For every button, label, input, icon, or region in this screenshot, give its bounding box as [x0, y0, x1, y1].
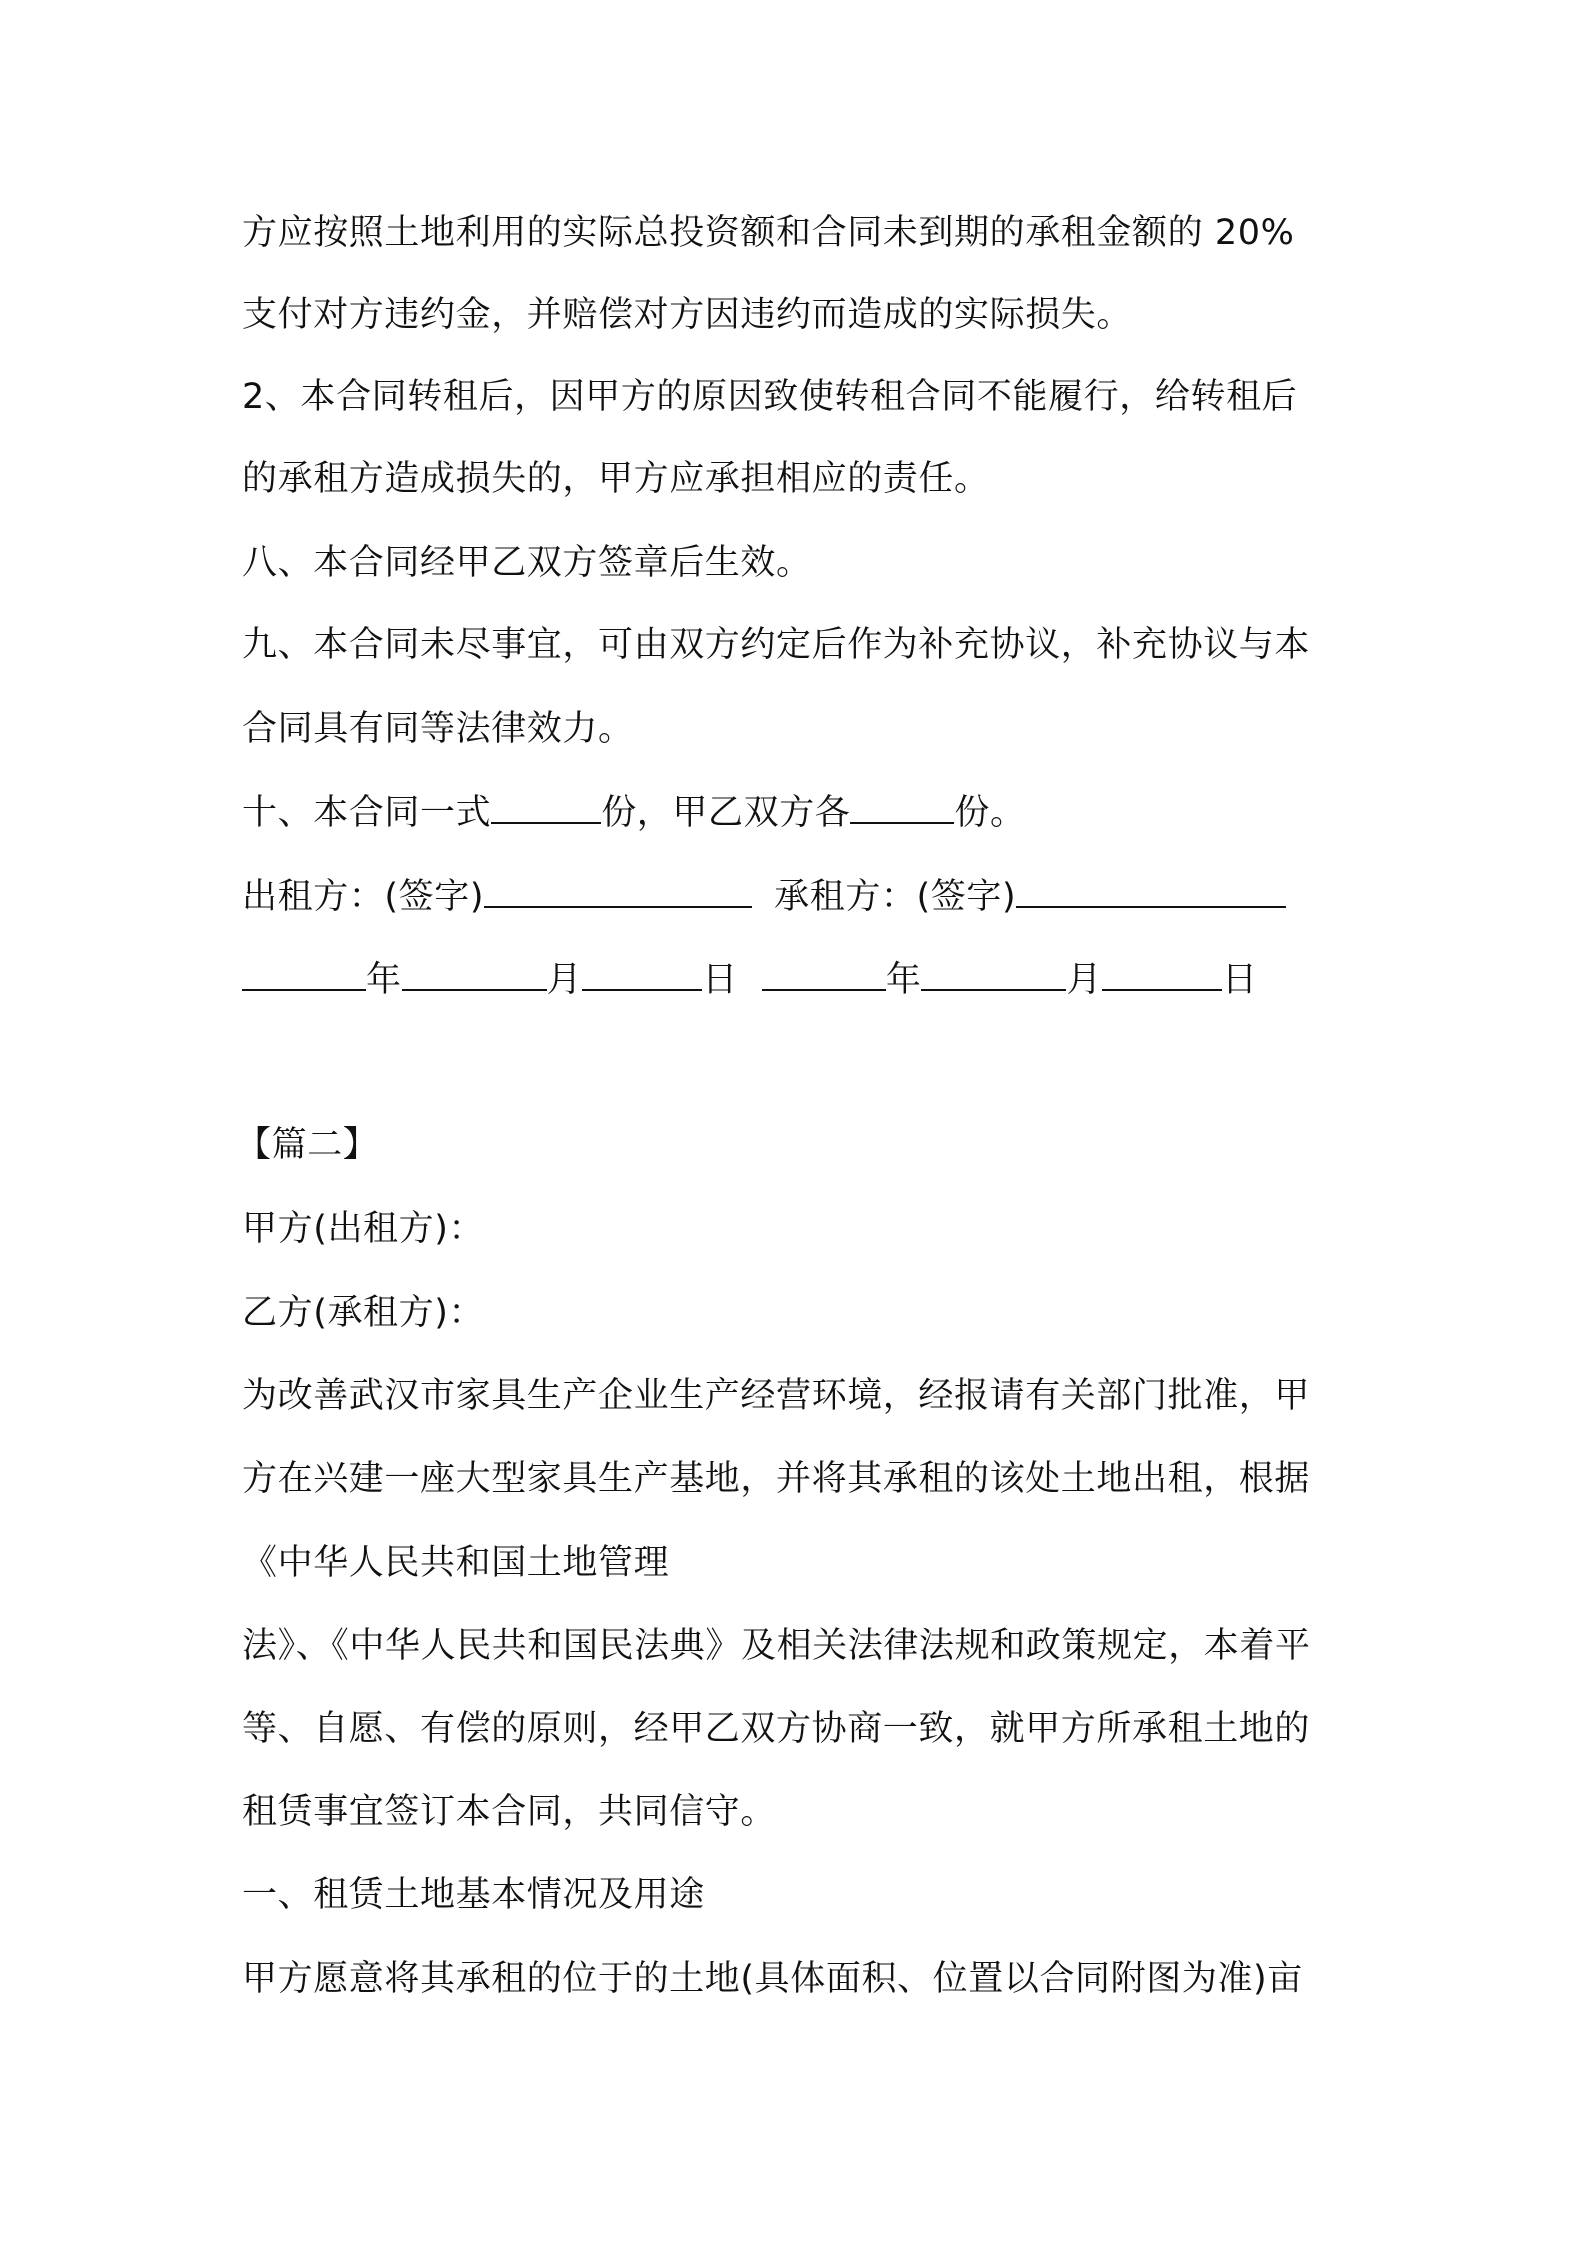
year-label: 年: [885, 960, 922, 1000]
lessor-month-blank[interactable]: [402, 955, 547, 991]
lessor-label: 出租方：(签字): [242, 877, 485, 917]
text-line: 九、本合同未尽事宜，可由双方约定后作为补充协议，补充协议与本: [242, 625, 1311, 665]
text-line: 为改善武汉市家具生产企业生产经营环境，经报请有关部门批准，甲: [242, 1376, 1311, 1416]
text-line: 甲方(出租方)：: [242, 1209, 485, 1249]
copies-line: [242, 788, 1362, 834]
text-line: 租赁事宜签订本合同，共同信守。: [242, 1792, 777, 1832]
section-heading: 一、租赁土地基本情况及用途: [242, 1875, 705, 1915]
signature-line: [242, 872, 1362, 918]
lessee-label: 承租方：(签字): [774, 877, 1017, 917]
text-line: 甲方愿意将其承租的位于的土地(具体面积、位置以合同附图为准)亩: [242, 1959, 1303, 1999]
lessor-year-blank[interactable]: [242, 955, 366, 991]
text-line: 2、本合同转租后，因甲方的原因致使转租合同不能履行，给转租后: [242, 377, 1298, 417]
copies-total-blank[interactable]: [491, 788, 601, 824]
lessee-year-blank[interactable]: [762, 955, 886, 991]
text-line: 八、本合同经甲乙双方签章后生效。: [242, 543, 812, 583]
copies-text-3: 份。: [954, 793, 1026, 833]
text-line: 合同具有同等法律效力。: [242, 709, 634, 749]
section-title: 【篇二】: [236, 1125, 379, 1165]
copies-text-2: 份，甲乙双方各: [601, 793, 851, 833]
copies-each-blank[interactable]: [850, 788, 954, 824]
lessee-day-blank[interactable]: [1102, 955, 1222, 991]
day-label: 日: [1222, 960, 1258, 1000]
text-line: 等、自愿、有偿的原则，经甲乙双方协商一致，就甲方所承租土地的: [242, 1709, 1311, 1749]
text-line: 乙方(承租方)：: [242, 1293, 485, 1333]
lessor-day-blank[interactable]: [582, 955, 702, 991]
copies-text-1: 十、本合同一式: [242, 793, 492, 833]
lessee-signature-blank[interactable]: [1016, 872, 1286, 908]
lessee-month-blank[interactable]: [921, 955, 1066, 991]
text-line: 方应按照土地利用的实际总投资额和合同未到期的承租金额的 20%: [242, 213, 1295, 253]
text-line: 方在兴建一座大型家具生产基地，并将其承租的该处土地出租，根据: [242, 1459, 1311, 1499]
text-line: 的承租方造成损失的，甲方应承担相应的责任。: [242, 459, 990, 499]
lessor-signature-blank[interactable]: [484, 872, 752, 908]
day-label: 日: [702, 960, 738, 1000]
text-line: 法》、《中华人民共和国民法典》及相关法律法规和政策规定，本着平: [242, 1626, 1311, 1666]
text-line: 支付对方违约金，并赔偿对方因违约而造成的实际损失。: [242, 295, 1133, 335]
text-line: 《中华人民共和国土地管理: [242, 1543, 670, 1583]
month-label: 月: [546, 960, 583, 1000]
year-label: 年: [366, 960, 402, 1000]
date-line: [242, 955, 1362, 1001]
month-label: 月: [1066, 960, 1103, 1000]
